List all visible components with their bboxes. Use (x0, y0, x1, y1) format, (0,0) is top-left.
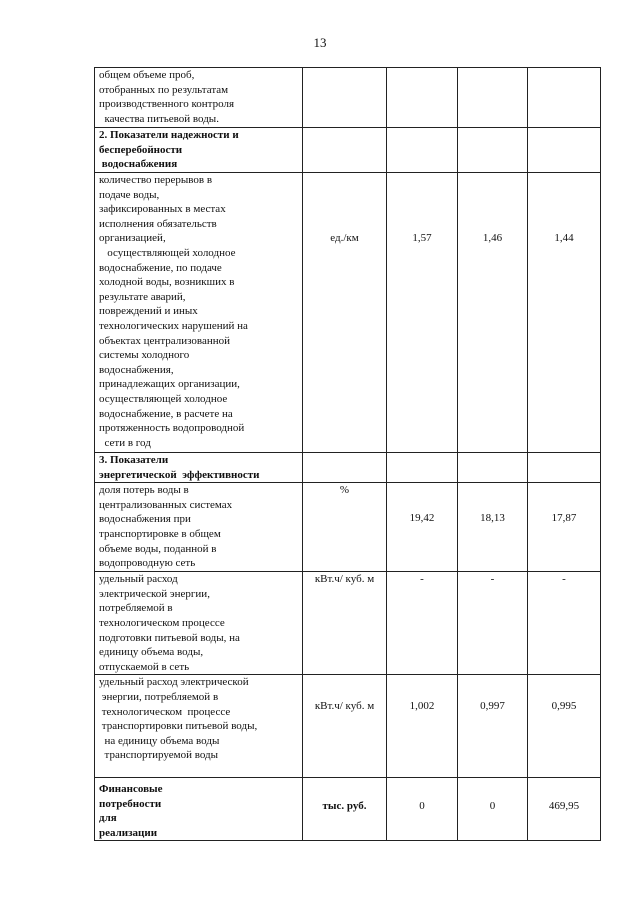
value-cell (458, 128, 528, 173)
section-title-line: бесперебойности (99, 143, 183, 156)
value-cell: 0 (387, 778, 458, 841)
section-header-row (95, 128, 601, 173)
indicator-line: принадлежащих организации, (99, 378, 240, 391)
indicator-line: технологическом процессе (99, 616, 225, 629)
value-cell: - (458, 572, 528, 675)
table-row (95, 483, 601, 572)
indicator-line: организацией, (99, 232, 166, 245)
indicator-line: повреждений и иных (99, 305, 198, 318)
value-cell: 0,997 (458, 675, 528, 778)
indicator-line: объектах централизованной (99, 334, 230, 347)
value-cell: 1,57 (387, 173, 458, 453)
unit-cell (303, 453, 387, 483)
indicator-name-cell (95, 483, 303, 572)
indicator-line: водоснабжение, по подаче (99, 261, 222, 274)
indicator-line: технологическом процессе (99, 705, 231, 718)
unit-cell (303, 68, 387, 128)
indicator-line: транспортируемой воды (99, 749, 219, 762)
value-cell (528, 68, 601, 128)
indicator-line: холодной воды, возникших в (99, 276, 235, 289)
indicator-line: зафиксированных в местах (99, 203, 226, 216)
indicator-line: энергии, потребляемой в (99, 690, 219, 703)
section-title-line: энергетической эффективности (99, 468, 260, 481)
value-cell: 17,87 (528, 483, 601, 572)
value-cell (387, 68, 458, 128)
section-header-row (95, 453, 601, 483)
value-cell: 18,13 (458, 483, 528, 572)
financial-title-cell (95, 778, 303, 841)
indicator-line: единицу объема воды, (99, 646, 204, 659)
indicator-name-cell (95, 675, 303, 778)
indicator-line: на единицу объема воды (99, 734, 220, 747)
indicator-line: осуществляющей холодное (99, 246, 236, 259)
indicator-line: электрической энергии, (99, 587, 210, 600)
indicator-line: транспортировке в общем (99, 527, 221, 540)
indicator-line: централизованных системах (99, 498, 233, 511)
indicator-line: подаче воды, (99, 188, 160, 201)
indicator-line: транспортировки питьевой воды, (99, 720, 258, 733)
indicator-line: потребляемой в (99, 602, 173, 615)
indicator-line: удельный расход электрической (99, 676, 249, 689)
financial-title-line: реализации (99, 826, 158, 839)
section-title-cell (95, 453, 303, 483)
unit-cell (303, 128, 387, 173)
indicator-line: качества питьевой воды. (99, 112, 219, 125)
indicator-line: количество перерывов в (99, 174, 213, 186)
section-title-line: 3. Показатели (99, 454, 169, 466)
indicator-name-cell (95, 68, 303, 128)
indicator-line: осуществляющей холодное (99, 392, 228, 405)
financial-row (95, 778, 601, 841)
unit-cell: кВт.ч/ куб. м (303, 675, 387, 778)
section-title-cell (95, 128, 303, 173)
financial-title-line: потребности (99, 797, 162, 810)
value-cell: 19,42 (387, 483, 458, 572)
unit-cell: тыс. руб. (303, 778, 387, 841)
indicator-line: подготовки питьевой воды, на (99, 631, 240, 644)
table-row (95, 572, 601, 675)
indicator-line: водоснабжение, в расчете на (99, 407, 233, 420)
indicator-line: водопроводную сеть (99, 557, 196, 570)
table-row (95, 675, 601, 778)
financial-title-line: для (99, 812, 117, 825)
value-cell: - (528, 572, 601, 675)
value-cell: 0,995 (528, 675, 601, 778)
indicator-name-cell (95, 173, 303, 453)
value-cell (458, 453, 528, 483)
indicator-line: водоснабжения, (99, 363, 174, 376)
indicator-name-cell (95, 572, 303, 675)
page-number: 13 (313, 35, 327, 50)
indicator-line: водоснабжения при (99, 513, 191, 526)
table-row (95, 173, 601, 453)
unit-cell: кВт.ч/ куб. м (303, 572, 387, 675)
section-title-line: 2. Показатели надежности и (99, 129, 239, 141)
indicator-line: общем объеме проб, (99, 69, 195, 81)
value-cell: 469,95 (528, 778, 601, 841)
indicator-line: системы холодного (99, 349, 190, 362)
value-cell: 1,46 (458, 173, 528, 453)
unit-cell: % (303, 483, 387, 572)
indicators-table (94, 67, 601, 841)
indicator-line: производственного контроля (99, 98, 234, 111)
indicator-line: отобранных по результатам (99, 83, 229, 96)
value-cell: 1,44 (528, 173, 601, 453)
table-row (95, 68, 601, 128)
indicator-line: отпускаемой в сеть (99, 660, 190, 673)
value-cell (458, 68, 528, 128)
value-cell: 1,002 (387, 675, 458, 778)
value-cell (387, 453, 458, 483)
value-cell (528, 128, 601, 173)
value-cell (528, 453, 601, 483)
indicator-line: доля потерь воды в (99, 484, 189, 497)
value-cell: - (387, 572, 458, 675)
indicator-line: исполнения обязательств (99, 217, 217, 230)
indicator-line: объеме воды, поданной в (99, 542, 217, 555)
financial-title-line: Финансовые (99, 782, 163, 795)
indicator-line: результате аварий, (99, 290, 186, 303)
value-cell (387, 128, 458, 173)
value-cell: 0 (458, 778, 528, 841)
indicator-line: сети в год (99, 436, 151, 449)
indicator-line: технологических нарушений на (99, 319, 248, 332)
unit-cell: ед./км (303, 173, 387, 453)
indicator-line: удельный расход (99, 573, 178, 586)
indicator-line: протяженность водопроводной (99, 422, 245, 435)
section-title-line: водоснабжения (99, 158, 178, 171)
